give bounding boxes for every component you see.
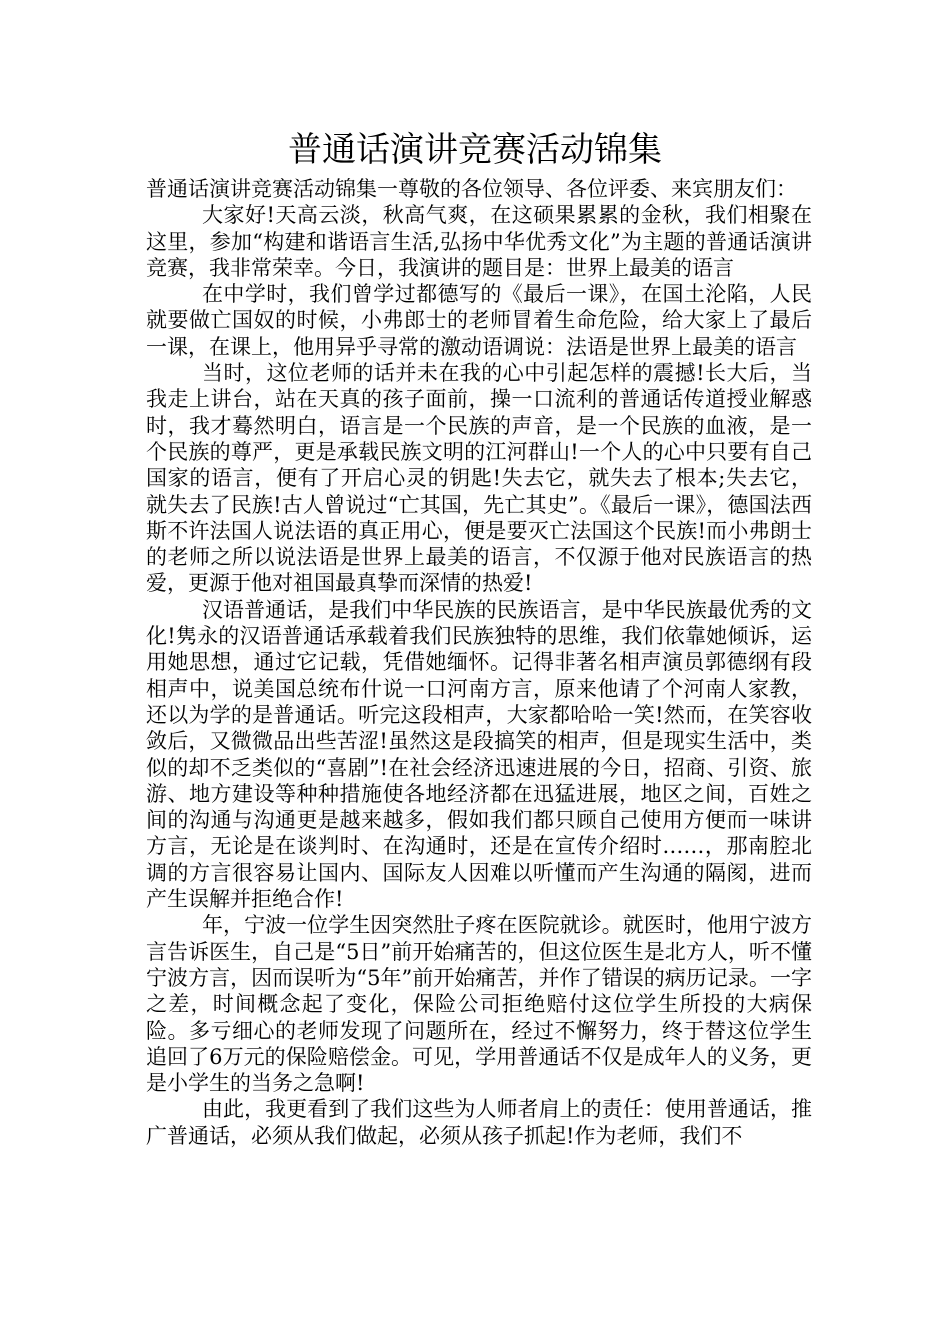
- body-paragraph: 汉语普通话，是我们中华民族的民族语言，是中华民族最优秀的文化!隽永的汉语普通话承载着我们民族独特的思维，我们依靠她倾诉，运用她思想，通过它记载，凭借她缅怀。记得非著名相声演员郭德纲有段相声中，说美国总统布什说一口河南方言，原来他请了个河南人家教，还以为学的是普通话。听完这段相声，大家都哈哈一笑!然而，在笑容收敛后，又微微品出些苦涩!虽然这是段搞笑的相声，但是现实生活中，类似的却不乏类似的“喜剧”!在社会经济迅速进展的今日，招商、引资、旅游、地方建设等种种措施使各地经济都在迅猛进展，地区之间，百姓之间的沟通与沟通更是越来越多，假如我们都只顾自己使用方便而一味讲方言，无论是在谈判时、在沟通时，还是在宣传介绍时……，那南腔北调的方言很容易让国内、国际友人因难以听懂而产生沟通的隔阂，进而产生误解并拒绝合作!: [146, 597, 812, 912]
- document-title: 普通话演讲竞赛活动锦集: [288, 130, 662, 170]
- body-paragraph: 年，宁波一位学生因突然肚子疼在医院就诊。就医时，他用宁波方言告诉医生，自己是“5日”前开始痛苦的，但这位医生是北方人，听不懂宁波方言，因而误听为“5年”前开始痛苦，并作了错误的病历记录。一字之差，时间概念起了变化，保险公司拒绝赔付这位学生所投的大病保险。多亏细心的老师发现了问题所在，经过不懈努力，终于替这位学生追回了6万元的保险赔偿金。可见，学用普通话不仅是成年人的义务，更是小学生的当务之急啊!: [146, 913, 812, 1096]
- body-paragraph: 当时，这位老师的话并未在我的心中引起怎样的震撼!长大后，当我走上讲台，站在天真的孩子面前，操一口流利的普通话传道授业解惑时，我才蓦然明白，语言是一个民族的声音，是一个民族的血液，是一个民族的尊严，更是承载民族文明的江河群山!一个人的心中只要有自己国家的语言，便有了开启心灵的钥匙!失去它，就失去了根本;失去它，就失去了民族!古人曾说过“亡其国，先亡其史”。《最后一课》，德国法西斯不许法国人说法语的真正用心，便是要灭亡法国这个民族!而小弗朗士的老师之所以说法语是世界上最美的语言，不仅源于他对民族语言的热爱，更源于他对祖国最真挚而深情的热爱!: [146, 361, 812, 596]
- opening-paragraph: 普通话演讲竞赛活动锦集一尊敬的各位领导、各位评委、来宾朋友们：: [146, 177, 797, 201]
- body-paragraph: 由此，我更看到了我们这些为人师者肩上的责任：使用普通话，推广普通话，必须从我们做起，必须从孩子抓起!作为老师，我们不: [146, 1097, 812, 1148]
- body-paragraph: 大家好!天高云淡，秋高气爽，在这硕果累累的金秋，我们相聚在这里，参加“构建和谐语言生活,弘扬中华优秀文化”为主题的普通话演讲竞赛，我非常荣幸。今日，我演讲的题目是：世界上最美的语言: [146, 203, 812, 280]
- document-body: [146, 176, 812, 1149]
- body-paragraph: 在中学时，我们曾学过都德写的《最后一课》，在国土沦陷，人民就要做亡国奴的时候，小弗郎士的老师冒着生命危险，给大家上了最后一课，在课上，他用异乎寻常的激动语调说：法语是世界上最美的语言: [146, 282, 812, 359]
